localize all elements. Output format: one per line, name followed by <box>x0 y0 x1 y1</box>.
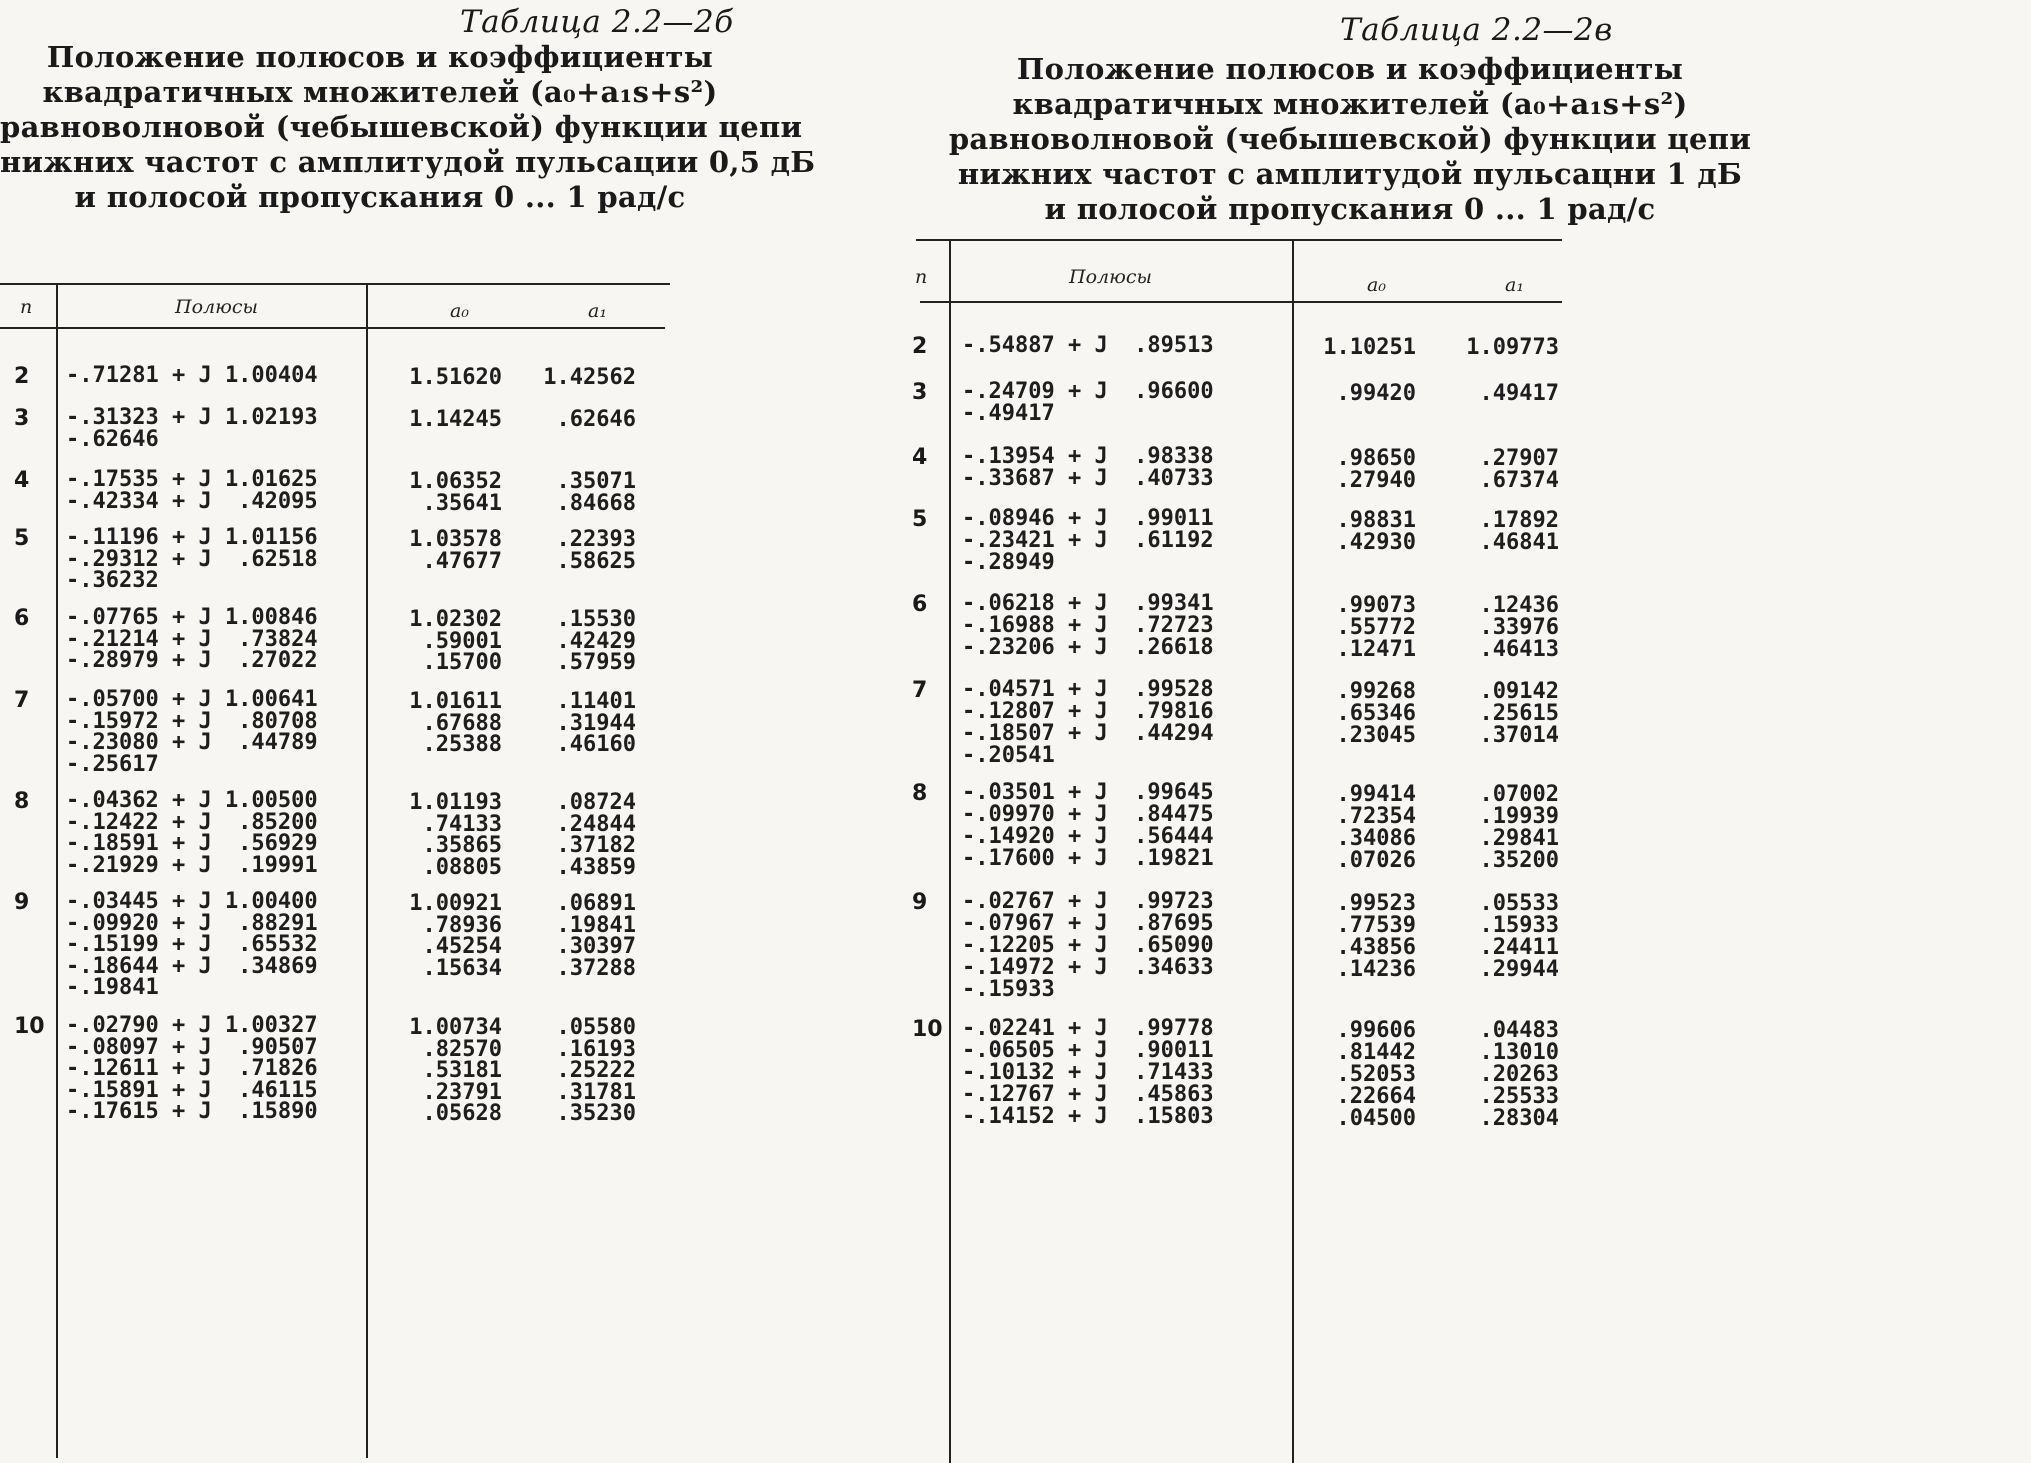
a1-value: .33976 <box>1479 615 1559 640</box>
header-n: n <box>915 266 928 288</box>
table-2-2-2b <box>0 0 880 1463</box>
row-n: 9 <box>912 890 928 915</box>
a0-value: 1.01193 <box>409 790 502 815</box>
pole-value: -.15972 + J .80708 <box>66 708 318 734</box>
a1-value: .43859 <box>556 854 636 880</box>
a1-value: .29944 <box>1479 957 1559 982</box>
a0-value: .82570 <box>422 1036 502 1062</box>
a1-value: .25533 <box>1479 1084 1559 1109</box>
pole-value: -.14920 + J .56444 <box>962 824 1214 849</box>
a1-value: 1.09773 <box>1466 335 1559 360</box>
a0-value: .59001 <box>422 628 502 654</box>
pole-value: -.10132 + J .71433 <box>962 1060 1214 1085</box>
header-a0: a₀ <box>1367 274 1386 296</box>
pole-value: -.13954 + J .98338 <box>962 444 1214 469</box>
a0-value: 1.14245 <box>409 407 502 432</box>
a0-value: 1.01611 <box>409 689 502 714</box>
pole-value: -.19841 <box>66 975 159 1000</box>
a0-value: .07026 <box>1336 848 1416 873</box>
a0-value: .04500 <box>1336 1106 1416 1131</box>
pole-value: -.17615 + J .15890 <box>66 1099 318 1124</box>
row-n: 5 <box>912 507 928 532</box>
pole-value: -.71281 + J 1.00404 <box>66 363 318 388</box>
a1-value: .31781 <box>556 1079 636 1105</box>
pole-value: -.15199 + J .65532 <box>66 932 318 957</box>
a1-value: .15530 <box>556 607 636 632</box>
pole-value: -.18644 + J .34869 <box>66 953 318 979</box>
a1-value: .84668 <box>556 490 636 516</box>
a1-value: .09142 <box>1479 679 1559 704</box>
pole-value: -.28979 + J .27022 <box>66 648 318 673</box>
a1-value: .25222 <box>556 1058 636 1083</box>
pole-value: -.03445 + J 1.00400 <box>66 889 318 914</box>
a1-value: .24411 <box>1479 935 1559 960</box>
a1-value: .19939 <box>1479 804 1559 829</box>
a1-value: .22393 <box>556 527 636 552</box>
a1-value: .49417 <box>1479 381 1559 406</box>
a0-value: .23791 <box>422 1079 502 1105</box>
a1-value: .31944 <box>556 710 636 736</box>
a0-value: .99420 <box>1336 381 1416 406</box>
a0-value: .74133 <box>422 811 502 837</box>
a0-value: .53181 <box>422 1058 502 1083</box>
pole-value: -.14972 + J .34633 <box>962 955 1214 980</box>
pole-value: -.02241 + J .99778 <box>962 1016 1214 1041</box>
pole-value: -.28949 <box>962 550 1055 575</box>
a0-value: .14236 <box>1336 957 1416 982</box>
a0-value: 1.51620 <box>409 365 502 390</box>
a0-value: .52053 <box>1336 1062 1416 1087</box>
pole-value: -.21214 + J .73824 <box>66 626 318 652</box>
a0-value: .99268 <box>1336 679 1416 704</box>
a0-value: .99414 <box>1336 782 1416 807</box>
pole-value: -.15891 + J .46115 <box>66 1077 318 1103</box>
a1-value: .13010 <box>1479 1040 1559 1065</box>
title-line: нижних частот с амплитудой пульсации 0,5 дБ <box>0 145 816 179</box>
a0-value: 1.00921 <box>409 891 502 916</box>
a0-value: .22664 <box>1336 1084 1416 1109</box>
table-title <box>880 52 1820 227</box>
a1-value: .30397 <box>556 934 636 959</box>
a1-value: .20263 <box>1479 1062 1559 1087</box>
pole-value: -.02767 + J .99723 <box>962 889 1214 914</box>
pole-value: -.12807 + J .79816 <box>962 699 1214 724</box>
pole-value: -.04362 + J 1.00500 <box>66 788 318 813</box>
a0-value: .55772 <box>1336 615 1416 640</box>
pole-value: -.05700 + J 1.00641 <box>66 687 318 712</box>
title-line: Положение полюсов и коэффициенты <box>46 40 714 74</box>
a1-value: .37182 <box>556 833 636 858</box>
table-number: Таблица 2.2—2б <box>460 4 734 40</box>
a1-value: .19841 <box>556 912 636 938</box>
row-n: 10 <box>912 1017 943 1042</box>
a1-value: .05533 <box>1479 891 1559 916</box>
a1-value: .07002 <box>1479 782 1559 807</box>
a0-value: .81442 <box>1336 1040 1416 1065</box>
a0-value: .99523 <box>1336 891 1416 916</box>
a1-value: .46841 <box>1479 530 1559 555</box>
pole-value: -.16988 + J .72723 <box>962 613 1214 638</box>
a0-value: .43856 <box>1336 935 1416 960</box>
a1-value: .24844 <box>556 811 636 837</box>
row-n: 9 <box>14 890 30 915</box>
header-n: n <box>20 296 33 318</box>
pole-value: -.12767 + J .45863 <box>962 1082 1214 1107</box>
a0-value: .34086 <box>1336 826 1416 851</box>
a1-value: .17892 <box>1479 508 1559 533</box>
a1-value: .67374 <box>1479 468 1559 493</box>
row-n: 7 <box>14 688 30 713</box>
pole-value: -.06505 + J .90011 <box>962 1038 1214 1063</box>
pole-value: -.62646 <box>66 426 159 452</box>
a0-value: .23045 <box>1336 723 1416 748</box>
header-a1: a₁ <box>588 300 607 322</box>
a0-value: .15634 <box>422 955 502 981</box>
a0-value: 1.03578 <box>409 527 502 552</box>
pole-value: -.23206 + J .26618 <box>962 635 1214 660</box>
header-rule <box>0 327 665 329</box>
a0-value: .65346 <box>1336 701 1416 726</box>
row-n: 6 <box>912 592 928 617</box>
a0-value: .27940 <box>1336 468 1416 493</box>
pole-value: -.12422 + J .85200 <box>66 809 318 835</box>
row-n: 10 <box>14 1014 45 1039</box>
title-line: Положение полюсов и коэффициенты <box>1016 52 1684 86</box>
row-n: 2 <box>14 364 30 389</box>
title-line: квадратичных множителей (a₀+a₁s+s²) <box>1012 87 1688 121</box>
top-rule <box>0 283 670 285</box>
a0-value: .42930 <box>1336 530 1416 555</box>
a0-value: .25388 <box>422 732 502 757</box>
pole-value: -.12205 + J .65090 <box>962 933 1214 958</box>
title-line: квадратичных множителей (a₀+a₁s+s²) <box>42 75 718 109</box>
a1-value: .35230 <box>556 1101 636 1126</box>
pole-value: -.18591 + J .56929 <box>66 831 318 856</box>
title-line: и полосой пропускания 0 ... 1 рад/с <box>74 180 686 214</box>
pole-value: -.09920 + J .88291 <box>66 910 318 936</box>
pole-value: -.08097 + J .90507 <box>66 1034 318 1060</box>
pole-value: -.07967 + J .87695 <box>962 911 1214 936</box>
row-n: 3 <box>14 406 30 431</box>
pole-value: -.21929 + J .19991 <box>66 852 318 878</box>
a1-value: .29841 <box>1479 826 1559 851</box>
title-line: равноволновой (чебышевской) функции цепи <box>948 122 1752 156</box>
a0-value: 1.06352 <box>409 469 502 494</box>
top-rule <box>916 239 1562 241</box>
table-title <box>0 40 816 215</box>
header-a1: a₁ <box>1505 274 1524 296</box>
a1-value: .46160 <box>556 732 636 757</box>
a1-value: .35071 <box>556 469 636 494</box>
pole-value: -.03501 + J .99645 <box>962 780 1214 805</box>
a1-value: .04483 <box>1479 1018 1559 1043</box>
a1-value: .57959 <box>556 650 636 675</box>
pole-value: -.49417 <box>962 401 1055 426</box>
a1-value: 1.42562 <box>543 365 636 390</box>
pole-value: -.12611 + J .71826 <box>66 1056 318 1081</box>
pole-value: -.25617 <box>66 751 159 777</box>
pole-value: -.33687 + J .40733 <box>962 466 1214 491</box>
row-n: 5 <box>14 526 30 551</box>
a1-value: .06891 <box>556 891 636 916</box>
header-a0: a₀ <box>450 300 469 322</box>
a0-value: .47677 <box>422 548 502 574</box>
row-n: 2 <box>912 334 928 359</box>
a0-value: .12471 <box>1336 637 1416 662</box>
pole-value: -.29312 + J .62518 <box>66 546 318 572</box>
row-n: 8 <box>14 789 30 814</box>
pole-value: -.17535 + J 1.01625 <box>66 467 318 492</box>
a0-value: .05628 <box>422 1101 502 1126</box>
a0-value: 1.02302 <box>409 607 502 632</box>
table-number: Таблица 2.2—2в <box>1340 12 1613 48</box>
a0-value: .67688 <box>422 710 502 736</box>
row-n: 8 <box>912 781 928 806</box>
table-2-2-2v <box>912 0 2031 1463</box>
a0-value: .98831 <box>1336 508 1416 533</box>
a1-value: .25615 <box>1479 701 1559 726</box>
a1-value: .28304 <box>1479 1106 1559 1131</box>
pole-value: -.04571 + J .99528 <box>962 677 1214 702</box>
a1-value: .11401 <box>556 689 636 714</box>
pole-value: -.20541 <box>962 743 1055 768</box>
pole-value: -.14152 + J .15803 <box>962 1104 1214 1129</box>
row-n: 4 <box>912 445 928 470</box>
pole-value: -.31323 + J 1.02193 <box>66 405 318 430</box>
a1-value: .27907 <box>1479 446 1559 471</box>
pole-value: -.17600 + J .19821 <box>962 846 1214 871</box>
row-n: 3 <box>912 380 928 405</box>
header-rule <box>920 301 1562 303</box>
a1-value: .46413 <box>1479 637 1559 662</box>
title-line: и полосой пропускания 0 ... 1 рад/с <box>1044 192 1656 226</box>
a1-value: .35200 <box>1479 848 1559 873</box>
a1-value: .16193 <box>556 1036 636 1062</box>
a1-value: .37288 <box>556 955 636 981</box>
header-poles: Полюсы <box>175 296 258 318</box>
a1-value: .42429 <box>556 628 636 654</box>
a0-value: 1.10251 <box>1323 335 1416 360</box>
column-divider <box>56 283 58 1458</box>
pole-value: -.24709 + J .96600 <box>962 379 1214 404</box>
a1-value: .37014 <box>1479 723 1559 748</box>
pole-value: -.07765 + J 1.00846 <box>66 605 318 630</box>
a0-value: .99606 <box>1336 1018 1416 1043</box>
column-divider <box>949 239 951 1463</box>
a0-value: .08805 <box>422 854 502 880</box>
a1-value: .58625 <box>556 548 636 574</box>
row-n: 6 <box>14 606 30 631</box>
a1-value: .05580 <box>556 1015 636 1040</box>
pole-value: -.08946 + J .99011 <box>962 506 1214 531</box>
a0-value: .35865 <box>422 833 502 858</box>
row-n: 7 <box>912 678 928 703</box>
a0-value: .15700 <box>422 650 502 675</box>
pole-value: -.06218 + J .99341 <box>962 591 1214 616</box>
pole-value: -.11196 + J 1.01156 <box>66 525 318 550</box>
a0-value: .45254 <box>422 934 502 959</box>
pole-value: -.54887 + J .89513 <box>962 333 1214 358</box>
a0-value: .98650 <box>1336 446 1416 471</box>
a0-value: .99073 <box>1336 593 1416 618</box>
a1-value: .08724 <box>556 790 636 815</box>
pole-value: -.36232 <box>66 568 159 593</box>
pole-value: -.15933 <box>962 977 1055 1002</box>
pole-value: -.02790 + J 1.00327 <box>66 1013 318 1038</box>
a0-value: .77539 <box>1336 913 1416 938</box>
row-n: 4 <box>14 468 30 493</box>
pole-value: -.09970 + J .84475 <box>962 802 1214 827</box>
a0-value: 1.00734 <box>409 1015 502 1040</box>
pole-value: -.42334 + J .42095 <box>66 488 318 514</box>
a0-value: .72354 <box>1336 804 1416 829</box>
a0-value: .78936 <box>422 912 502 938</box>
title-line: равноволновой (чебышевской) функции цепи <box>0 110 803 144</box>
a0-value: .35641 <box>422 490 502 516</box>
pole-value: -.23080 + J .44789 <box>66 730 318 755</box>
header-poles: Полюсы <box>1069 266 1152 288</box>
a1-value: .62646 <box>556 407 636 432</box>
a1-value: .12436 <box>1479 593 1559 618</box>
title-line: нижних частот с амплитудой пульсацни 1 дБ <box>957 157 1743 191</box>
a1-value: .15933 <box>1479 913 1559 938</box>
pole-value: -.23421 + J .61192 <box>962 528 1214 553</box>
pole-value: -.18507 + J .44294 <box>962 721 1214 746</box>
